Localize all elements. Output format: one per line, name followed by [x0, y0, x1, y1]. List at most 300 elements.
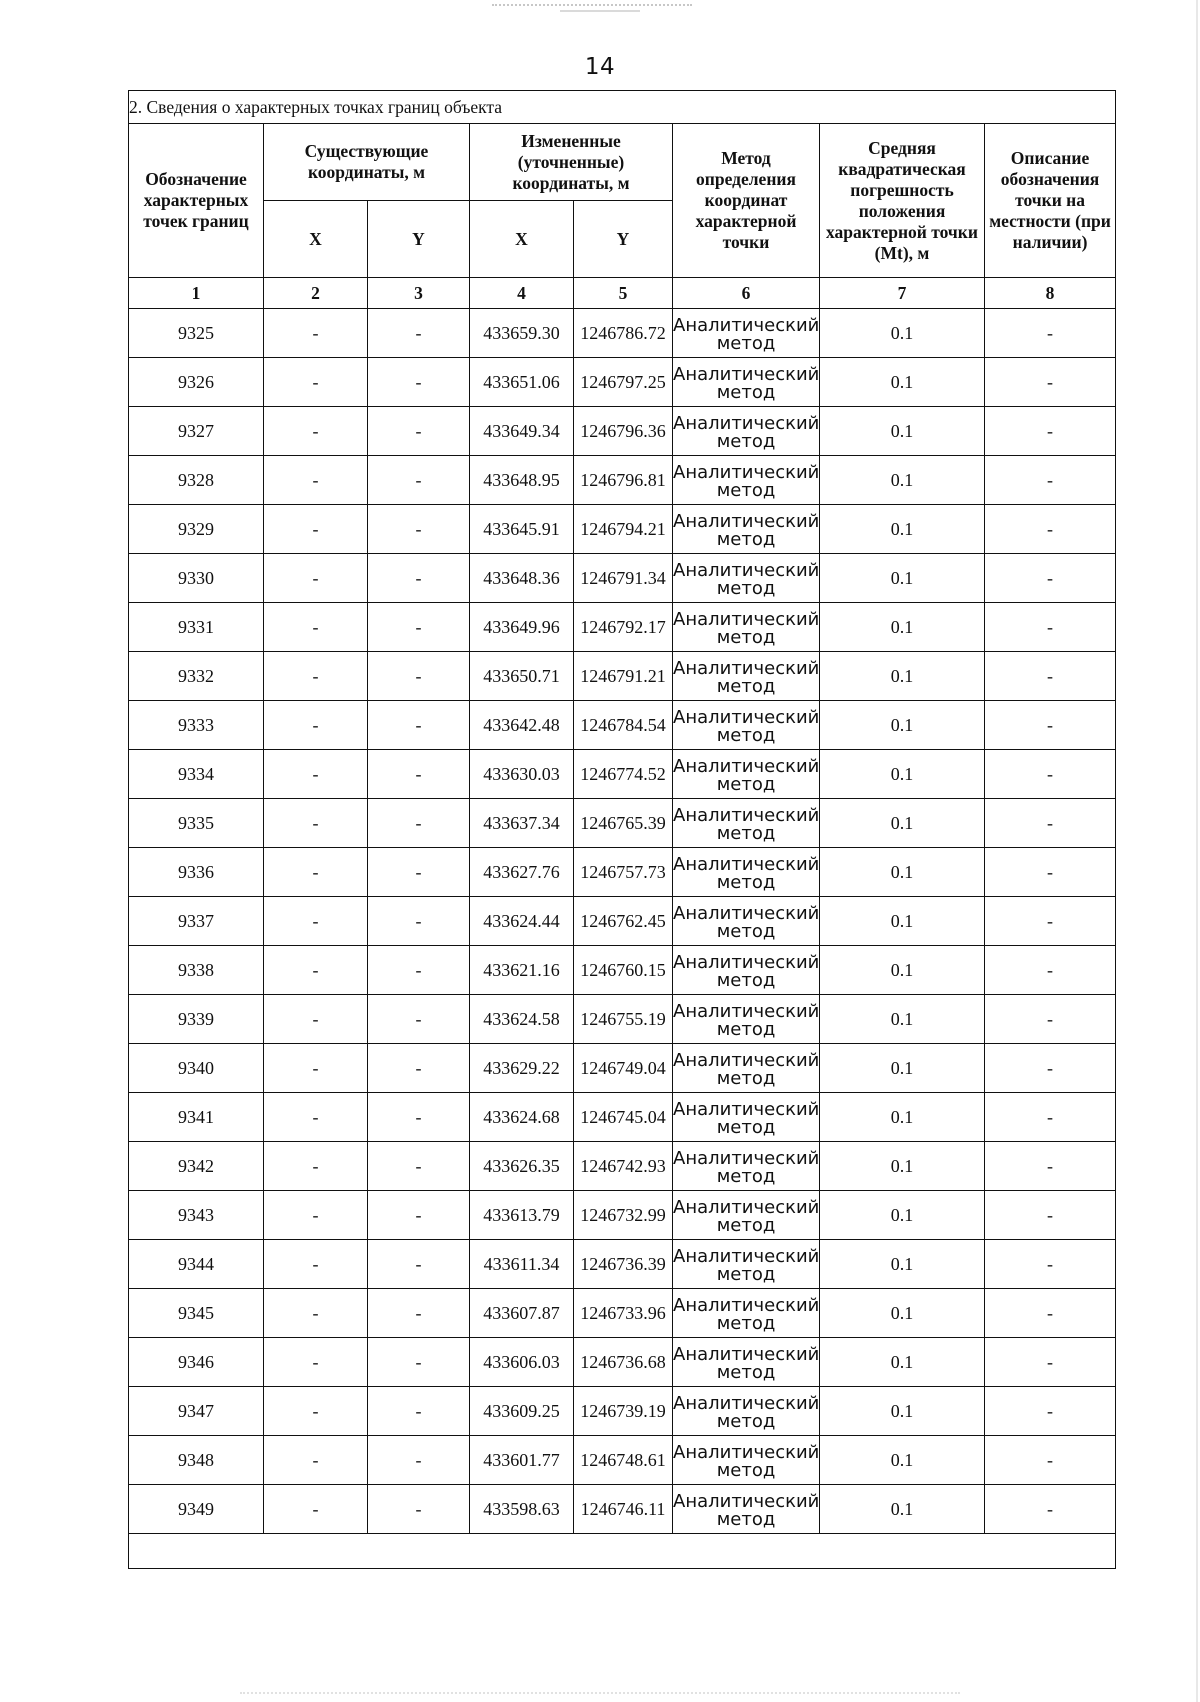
changed-y-cell: 1246755.19 — [574, 995, 673, 1044]
method-text-line: Аналитический — [673, 1197, 820, 1218]
changed-y-cell: 1246786.72 — [574, 309, 673, 358]
method-cell — [673, 1191, 820, 1240]
changed-y-cell: 1246794.21 — [574, 505, 673, 554]
method-text-line: Аналитический — [673, 315, 820, 336]
point-cell: 9332 — [129, 652, 264, 701]
table-row — [129, 995, 1116, 1044]
accuracy-cell: 0.1 — [820, 407, 985, 456]
changed-x-cell: 433626.35 — [470, 1142, 574, 1191]
header-point-designation: Обозначение характерных точек границ — [129, 124, 264, 278]
point-cell: 9340 — [129, 1044, 264, 1093]
method-text-line: метод — [716, 1460, 776, 1481]
existing-x-cell: - — [264, 848, 368, 897]
accuracy-cell: 0.1 — [820, 358, 985, 407]
changed-x-cell: 433601.77 — [470, 1436, 574, 1485]
point-cell: 9327 — [129, 407, 264, 456]
existing-x-cell: - — [264, 505, 368, 554]
method-cell — [673, 750, 820, 799]
scan-smudge — [560, 10, 640, 12]
point-cell: 9344 — [129, 1240, 264, 1289]
method-cell — [673, 309, 820, 358]
method-cell — [673, 652, 820, 701]
changed-y-cell: 1246746.11 — [574, 1485, 673, 1534]
existing-y-cell: - — [368, 1387, 470, 1436]
header-changed-y: Y — [574, 201, 673, 278]
method-text-line: Аналитический — [673, 854, 820, 875]
existing-y-cell: - — [368, 848, 470, 897]
changed-x-cell: 433606.03 — [470, 1338, 574, 1387]
accuracy-cell: 0.1 — [820, 750, 985, 799]
point-cell: 9345 — [129, 1289, 264, 1338]
accuracy-cell: 0.1 — [820, 309, 985, 358]
header-description: Описание обозначения точки на местности (при наличии) — [985, 124, 1116, 278]
point-cell: 9349 — [129, 1485, 264, 1534]
changed-x-cell: 433649.34 — [470, 407, 574, 456]
table-row — [129, 1142, 1116, 1191]
method-cell — [673, 1142, 820, 1191]
existing-x-cell: - — [264, 652, 368, 701]
accuracy-cell: 0.1 — [820, 897, 985, 946]
point-cell: 9330 — [129, 554, 264, 603]
method-text-line: метод — [716, 1411, 776, 1432]
table-row — [129, 897, 1116, 946]
method-text-line: метод — [716, 529, 776, 550]
changed-y-cell: 1246742.93 — [574, 1142, 673, 1191]
description-cell: - — [985, 799, 1116, 848]
existing-x-cell: - — [264, 701, 368, 750]
changed-y-cell: 1246748.61 — [574, 1436, 673, 1485]
method-text-line: метод — [716, 1166, 776, 1187]
method-text-line: метод — [716, 382, 776, 403]
existing-x-cell: - — [264, 1142, 368, 1191]
existing-x-cell: - — [264, 1093, 368, 1142]
changed-y-cell: 1246791.21 — [574, 652, 673, 701]
description-cell: - — [985, 1191, 1116, 1240]
header-existing-coordinates: Существующие координаты, м — [264, 124, 470, 201]
method-cell — [673, 946, 820, 995]
table-row — [129, 554, 1116, 603]
method-cell — [673, 701, 820, 750]
changed-x-cell: 433630.03 — [470, 750, 574, 799]
method-text-line: метод — [716, 1068, 776, 1089]
method-text-line: Аналитический — [673, 560, 820, 581]
changed-y-cell: 1246757.73 — [574, 848, 673, 897]
description-cell: - — [985, 1289, 1116, 1338]
changed-x-cell: 433598.63 — [470, 1485, 574, 1534]
section-title-row — [129, 91, 1116, 124]
description-cell: - — [985, 652, 1116, 701]
method-text-line: метод — [716, 1509, 776, 1530]
existing-x-cell: - — [264, 1338, 368, 1387]
method-cell — [673, 1289, 820, 1338]
existing-x-cell: - — [264, 407, 368, 456]
changed-y-cell: 1246797.25 — [574, 358, 673, 407]
method-text-line: метод — [716, 1019, 776, 1040]
accuracy-cell: 0.1 — [820, 554, 985, 603]
table-row — [129, 799, 1116, 848]
existing-y-cell: - — [368, 701, 470, 750]
column-number: 4 — [470, 278, 574, 309]
method-cell — [673, 505, 820, 554]
table-row — [129, 1436, 1116, 1485]
description-cell: - — [985, 1240, 1116, 1289]
changed-x-cell: 433624.58 — [470, 995, 574, 1044]
existing-x-cell: - — [264, 1387, 368, 1436]
method-cell — [673, 603, 820, 652]
method-text-line: метод — [716, 823, 776, 844]
existing-y-cell: - — [368, 1485, 470, 1534]
method-cell — [673, 1093, 820, 1142]
table-row — [129, 1240, 1116, 1289]
table-footer-cell — [129, 1534, 1116, 1569]
changed-y-cell: 1246792.17 — [574, 603, 673, 652]
column-number: 1 — [129, 278, 264, 309]
method-cell — [673, 456, 820, 505]
existing-y-cell: - — [368, 358, 470, 407]
accuracy-cell: 0.1 — [820, 1191, 985, 1240]
boundary-points-table — [128, 90, 1116, 1569]
method-text-line: Аналитический — [673, 952, 820, 973]
existing-y-cell: - — [368, 1240, 470, 1289]
table-row — [129, 603, 1116, 652]
method-text-line: метод — [716, 333, 776, 354]
existing-y-cell: - — [368, 603, 470, 652]
existing-x-cell: - — [264, 554, 368, 603]
changed-y-cell: 1246733.96 — [574, 1289, 673, 1338]
point-cell: 9336 — [129, 848, 264, 897]
description-cell: - — [985, 1436, 1116, 1485]
page-number: 14 — [584, 54, 616, 80]
changed-y-cell: 1246774.52 — [574, 750, 673, 799]
method-cell — [673, 1044, 820, 1093]
changed-x-cell: 433650.71 — [470, 652, 574, 701]
table-row — [129, 1044, 1116, 1093]
accuracy-cell: 0.1 — [820, 848, 985, 897]
changed-x-cell: 433651.06 — [470, 358, 574, 407]
point-cell: 9343 — [129, 1191, 264, 1240]
existing-y-cell: - — [368, 1044, 470, 1093]
accuracy-cell: 0.1 — [820, 946, 985, 995]
changed-x-cell: 433613.79 — [470, 1191, 574, 1240]
point-cell: 9325 — [129, 309, 264, 358]
method-text-line: Аналитический — [673, 511, 820, 532]
scan-artifact-top — [0, 0, 1200, 22]
existing-x-cell: - — [264, 750, 368, 799]
changed-y-cell: 1246791.34 — [574, 554, 673, 603]
method-text-line: метод — [716, 725, 776, 746]
existing-x-cell: - — [264, 995, 368, 1044]
existing-x-cell: - — [264, 799, 368, 848]
method-cell — [673, 407, 820, 456]
table-row — [129, 1338, 1116, 1387]
table-row — [129, 652, 1116, 701]
changed-x-cell: 433659.30 — [470, 309, 574, 358]
point-cell: 9342 — [129, 1142, 264, 1191]
method-cell — [673, 1387, 820, 1436]
header-changed-coordinates: Измененные (уточненные) координаты, м — [470, 124, 673, 201]
method-text-line: метод — [716, 1117, 776, 1138]
method-text-line: Аналитический — [673, 707, 820, 728]
changed-y-cell: 1246739.19 — [574, 1387, 673, 1436]
method-text-line: Аналитический — [673, 805, 820, 826]
table-row — [129, 505, 1116, 554]
table-row — [129, 1485, 1116, 1534]
method-text-line: метод — [716, 1362, 776, 1383]
existing-x-cell: - — [264, 456, 368, 505]
existing-y-cell: - — [368, 652, 470, 701]
table-row — [129, 848, 1116, 897]
existing-x-cell: - — [264, 603, 368, 652]
existing-y-cell: - — [368, 1093, 470, 1142]
description-cell: - — [985, 995, 1116, 1044]
method-text-line: метод — [716, 578, 776, 599]
changed-x-cell: 433624.68 — [470, 1093, 574, 1142]
existing-y-cell: - — [368, 1191, 470, 1240]
scan-artifact-bottom — [240, 1692, 960, 1696]
header-row — [129, 124, 1116, 201]
existing-x-cell: - — [264, 897, 368, 946]
column-number: 7 — [820, 278, 985, 309]
table-row — [129, 1289, 1116, 1338]
scan-edge — [1196, 0, 1198, 1702]
description-cell: - — [985, 603, 1116, 652]
changed-y-cell: 1246765.39 — [574, 799, 673, 848]
method-text-line: метод — [716, 1215, 776, 1236]
accuracy-cell: 0.1 — [820, 505, 985, 554]
existing-y-cell: - — [368, 995, 470, 1044]
method-text-line: метод — [716, 627, 776, 648]
existing-x-cell: - — [264, 1289, 368, 1338]
method-text-line: Аналитический — [673, 903, 820, 924]
existing-y-cell: - — [368, 554, 470, 603]
description-cell: - — [985, 750, 1116, 799]
existing-y-cell: - — [368, 1436, 470, 1485]
method-cell — [673, 848, 820, 897]
method-cell — [673, 995, 820, 1044]
column-number: 2 — [264, 278, 368, 309]
existing-x-cell: - — [264, 1191, 368, 1240]
method-text-line: Аналитический — [673, 1148, 820, 1169]
existing-x-cell: - — [264, 309, 368, 358]
description-cell: - — [985, 848, 1116, 897]
method-text-line: Аналитический — [673, 1344, 820, 1365]
accuracy-cell: 0.1 — [820, 1240, 985, 1289]
changed-x-cell: 433609.25 — [470, 1387, 574, 1436]
point-cell: 9337 — [129, 897, 264, 946]
description-cell: - — [985, 897, 1116, 946]
table-row — [129, 1387, 1116, 1436]
table-row — [129, 358, 1116, 407]
method-cell — [673, 1338, 820, 1387]
method-text-line: Аналитический — [673, 1001, 820, 1022]
changed-x-cell: 433645.91 — [470, 505, 574, 554]
changed-y-cell: 1246736.39 — [574, 1240, 673, 1289]
point-cell: 9331 — [129, 603, 264, 652]
description-cell: - — [985, 946, 1116, 995]
changed-x-cell: 433629.22 — [470, 1044, 574, 1093]
method-text-line: Аналитический — [673, 1442, 820, 1463]
existing-x-cell: - — [264, 1240, 368, 1289]
header-changed-x: X — [470, 201, 574, 278]
method-text-line: Аналитический — [673, 1295, 820, 1316]
method-text-line: метод — [716, 480, 776, 501]
changed-y-cell: 1246760.15 — [574, 946, 673, 995]
existing-y-cell: - — [368, 1289, 470, 1338]
section-title: 2. Сведения о характерных точках границ объекта — [129, 91, 1116, 124]
header-existing-y: Y — [368, 201, 470, 278]
method-text-line: Аналитический — [673, 658, 820, 679]
changed-x-cell: 433642.48 — [470, 701, 574, 750]
method-text-line: метод — [716, 872, 776, 893]
point-cell: 9333 — [129, 701, 264, 750]
method-text-line: метод — [716, 921, 776, 942]
changed-y-cell: 1246749.04 — [574, 1044, 673, 1093]
description-cell: - — [985, 1044, 1116, 1093]
existing-x-cell: - — [264, 1436, 368, 1485]
method-text-line: Аналитический — [673, 1393, 820, 1414]
method-text-line: Аналитический — [673, 756, 820, 777]
accuracy-cell: 0.1 — [820, 603, 985, 652]
accuracy-cell: 0.1 — [820, 1044, 985, 1093]
method-text-line: метод — [716, 1264, 776, 1285]
changed-y-cell: 1246784.54 — [574, 701, 673, 750]
table-row — [129, 407, 1116, 456]
existing-y-cell: - — [368, 799, 470, 848]
method-cell — [673, 358, 820, 407]
changed-x-cell: 433648.36 — [470, 554, 574, 603]
accuracy-cell: 0.1 — [820, 1093, 985, 1142]
column-number: 3 — [368, 278, 470, 309]
table-row — [129, 309, 1116, 358]
header-method: Метод определения координат характерной точки — [673, 124, 820, 278]
point-cell: 9329 — [129, 505, 264, 554]
existing-y-cell: - — [368, 505, 470, 554]
existing-y-cell: - — [368, 1142, 470, 1191]
method-text-line: метод — [716, 676, 776, 697]
method-text-line: Аналитический — [673, 609, 820, 630]
description-cell: - — [985, 407, 1116, 456]
accuracy-cell: 0.1 — [820, 995, 985, 1044]
method-text-line: метод — [716, 970, 776, 991]
changed-y-cell: 1246736.68 — [574, 1338, 673, 1387]
changed-y-cell: 1246732.99 — [574, 1191, 673, 1240]
method-cell — [673, 1240, 820, 1289]
accuracy-cell: 0.1 — [820, 799, 985, 848]
changed-x-cell: 433624.44 — [470, 897, 574, 946]
changed-y-cell: 1246762.45 — [574, 897, 673, 946]
changed-x-cell: 433649.96 — [470, 603, 574, 652]
method-cell — [673, 1485, 820, 1534]
method-text-line: метод — [716, 431, 776, 452]
table-row — [129, 946, 1116, 995]
column-number: 8 — [985, 278, 1116, 309]
table-row — [129, 456, 1116, 505]
table-row — [129, 750, 1116, 799]
changed-y-cell: 1246745.04 — [574, 1093, 673, 1142]
point-cell: 9338 — [129, 946, 264, 995]
method-cell — [673, 1436, 820, 1485]
column-number: 5 — [574, 278, 673, 309]
changed-x-cell: 433611.34 — [470, 1240, 574, 1289]
method-text-line: метод — [716, 774, 776, 795]
accuracy-cell: 0.1 — [820, 1436, 985, 1485]
method-text-line: Аналитический — [673, 462, 820, 483]
accuracy-cell: 0.1 — [820, 1289, 985, 1338]
existing-y-cell: - — [368, 1338, 470, 1387]
existing-y-cell: - — [368, 897, 470, 946]
point-cell: 9334 — [129, 750, 264, 799]
accuracy-cell: 0.1 — [820, 1338, 985, 1387]
table-body — [129, 309, 1116, 1534]
existing-y-cell: - — [368, 456, 470, 505]
accuracy-cell: 0.1 — [820, 701, 985, 750]
point-cell: 9347 — [129, 1387, 264, 1436]
description-cell: - — [985, 456, 1116, 505]
description-cell: - — [985, 1485, 1116, 1534]
description-cell: - — [985, 1142, 1116, 1191]
description-cell: - — [985, 1338, 1116, 1387]
method-text-line: метод — [716, 1313, 776, 1334]
method-text-line: Аналитический — [673, 413, 820, 434]
description-cell: - — [985, 701, 1116, 750]
accuracy-cell: 0.1 — [820, 1485, 985, 1534]
method-text-line: Аналитический — [673, 1050, 820, 1071]
description-cell: - — [985, 1387, 1116, 1436]
table-row — [129, 701, 1116, 750]
point-cell: 9328 — [129, 456, 264, 505]
table-row — [129, 1093, 1116, 1142]
method-cell — [673, 897, 820, 946]
point-cell: 9335 — [129, 799, 264, 848]
description-cell: - — [985, 309, 1116, 358]
point-cell: 9348 — [129, 1436, 264, 1485]
header-accuracy: Средняя квадратическая погрешность положения характерной точки (Mt), м — [820, 124, 985, 278]
description-cell: - — [985, 554, 1116, 603]
existing-y-cell: - — [368, 309, 470, 358]
existing-x-cell: - — [264, 358, 368, 407]
existing-x-cell: - — [264, 946, 368, 995]
method-text-line: Аналитический — [673, 1246, 820, 1267]
changed-x-cell: 433607.87 — [470, 1289, 574, 1338]
existing-y-cell: - — [368, 750, 470, 799]
description-cell: - — [985, 505, 1116, 554]
column-number-row — [129, 278, 1116, 309]
method-cell — [673, 554, 820, 603]
table-footer-row — [129, 1534, 1116, 1569]
existing-x-cell: - — [264, 1485, 368, 1534]
existing-y-cell: - — [368, 946, 470, 995]
description-cell: - — [985, 358, 1116, 407]
existing-y-cell: - — [368, 407, 470, 456]
method-text-line: Аналитический — [673, 1099, 820, 1120]
table-row — [129, 1191, 1116, 1240]
accuracy-cell: 0.1 — [820, 1387, 985, 1436]
description-cell: - — [985, 1093, 1116, 1142]
method-text-line: Аналитический — [673, 364, 820, 385]
point-cell: 9346 — [129, 1338, 264, 1387]
changed-x-cell: 433637.34 — [470, 799, 574, 848]
accuracy-cell: 0.1 — [820, 456, 985, 505]
existing-x-cell: - — [264, 1044, 368, 1093]
changed-x-cell: 433621.16 — [470, 946, 574, 995]
method-text-line: Аналитический — [673, 1491, 820, 1512]
point-cell: 9339 — [129, 995, 264, 1044]
accuracy-cell: 0.1 — [820, 1142, 985, 1191]
changed-x-cell: 433648.95 — [470, 456, 574, 505]
accuracy-cell: 0.1 — [820, 652, 985, 701]
column-number: 6 — [673, 278, 820, 309]
point-cell: 9326 — [129, 358, 264, 407]
